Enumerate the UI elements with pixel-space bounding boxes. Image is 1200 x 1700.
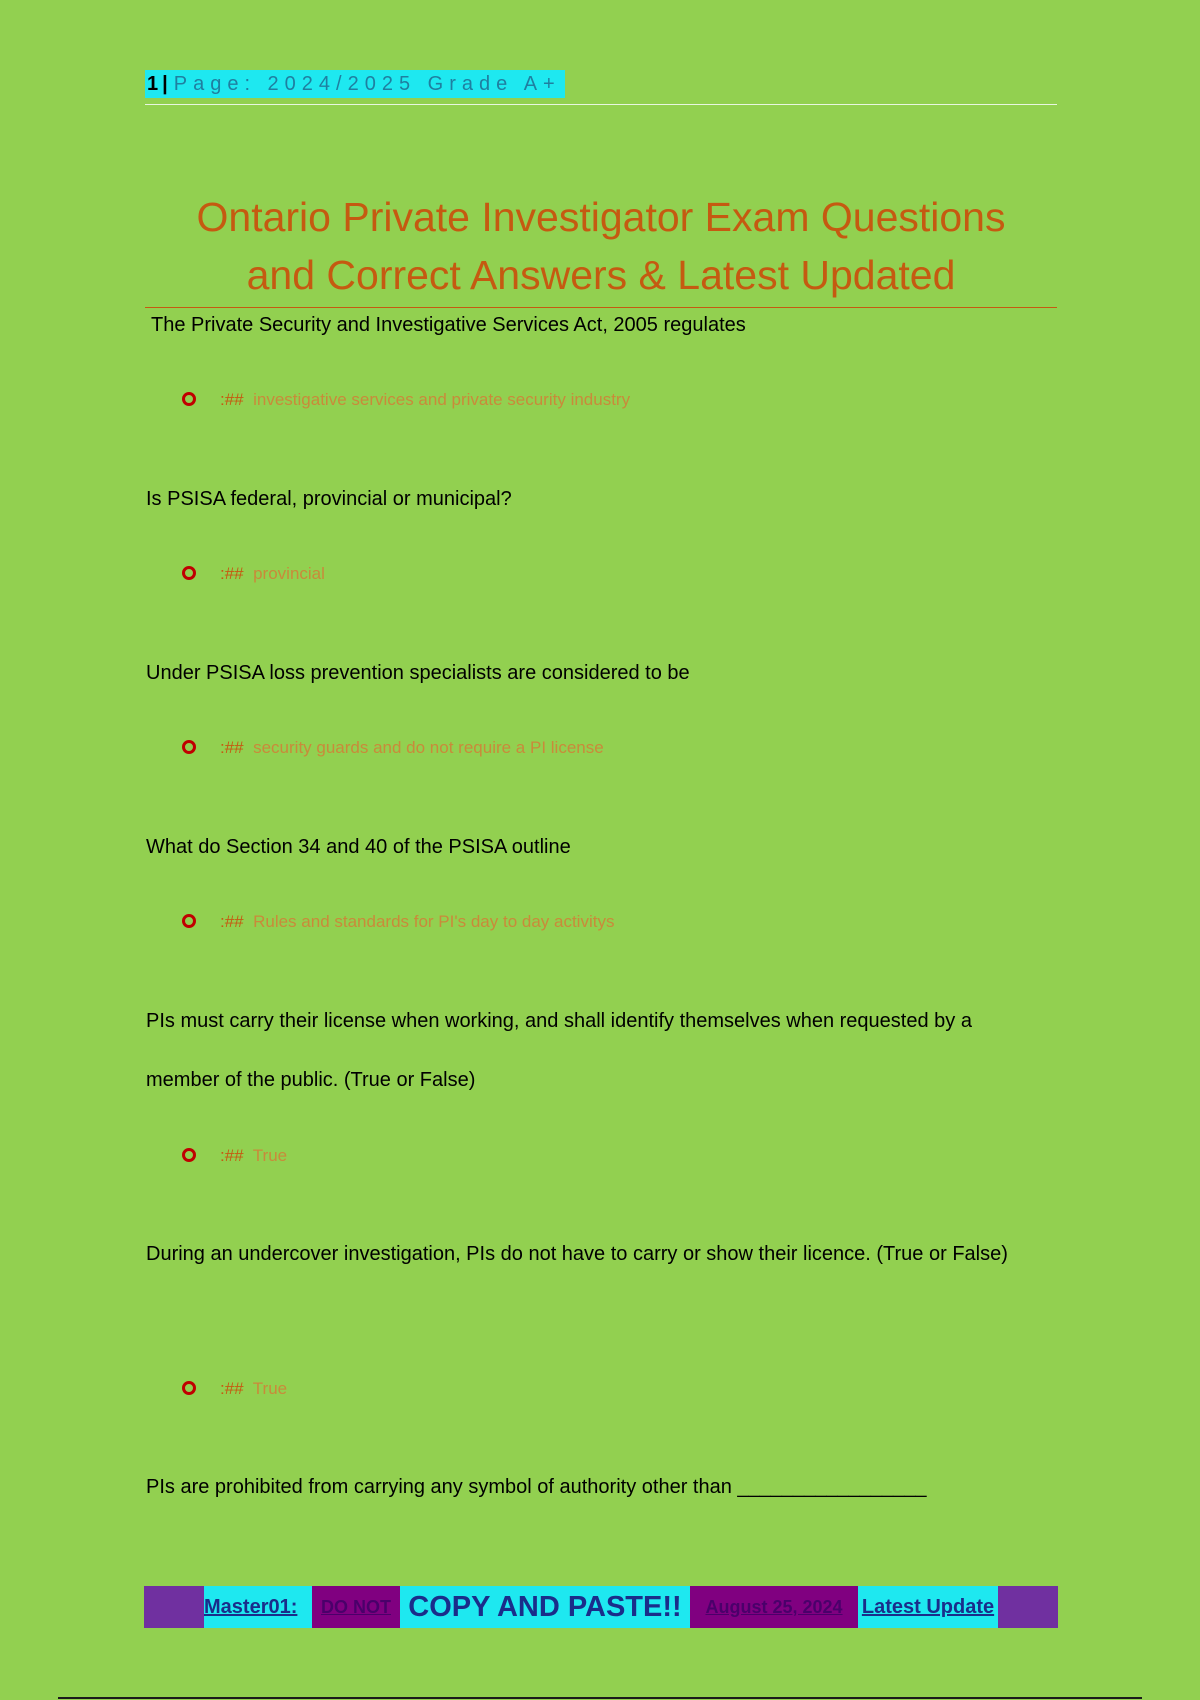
- title-line-1: Ontario Private Investigator Exam Questions: [196, 194, 1006, 240]
- answer-prefix: :##: [220, 564, 244, 583]
- title-line-2: and Correct Answers & Latest Updated: [246, 252, 956, 298]
- footer-banner: [144, 1586, 1058, 1628]
- question-6: During an undercover investigation, PIs do not have to carry or show their licence. (True or False): [146, 1243, 1008, 1265]
- answer-text: security guards and do not require a PI license: [253, 738, 604, 757]
- answer-2: [182, 562, 325, 586]
- bullet-icon: [182, 1381, 196, 1395]
- footer-latest-update: Latest Update: [858, 1586, 998, 1628]
- answer-text: provincial: [253, 564, 325, 583]
- header-text: Page: 2024/2025 Grade A+: [173, 73, 561, 95]
- bullet-icon: [182, 1148, 196, 1162]
- question-4: What do Section 34 and 40 of the PSISA outline: [146, 836, 571, 858]
- answer-1: [182, 388, 630, 412]
- answer-prefix: :##: [220, 390, 244, 409]
- answer-prefix: :##: [220, 738, 244, 757]
- document-title: [145, 188, 1057, 304]
- page-header: [145, 70, 565, 98]
- bullet-icon: [182, 392, 196, 406]
- answer-prefix: :##: [220, 1146, 244, 1165]
- answer-prefix: :##: [220, 1379, 244, 1398]
- answer-text: investigative services and private security industry: [253, 390, 631, 409]
- footer-copy-warning: COPY AND PASTE!!: [400, 1586, 690, 1628]
- answer-3: [182, 736, 604, 760]
- footer-date: August 25, 2024: [690, 1586, 858, 1628]
- answer-prefix: :##: [220, 912, 244, 931]
- footer-do-not: DO NOT: [312, 1586, 400, 1628]
- answer-5: [182, 1144, 287, 1168]
- bullet-icon: [182, 740, 196, 754]
- question-7: PIs are prohibited from carrying any symbol of authority other than _________________: [146, 1476, 927, 1498]
- question-2: Is PSISA federal, provincial or municipal?: [146, 488, 512, 510]
- header-separator: |: [162, 73, 168, 95]
- answer-text: True: [252, 1146, 288, 1165]
- answer-6: [182, 1377, 287, 1401]
- footer-master: Master01:: [204, 1586, 312, 1628]
- question-1: The Private Security and Investigative Services Act, 2005 regulates: [151, 314, 746, 336]
- question-5: PIs must carry their license when working, and shall identify themselves when requested by a member of the public. (True or False): [146, 1010, 972, 1091]
- answer-text: True: [252, 1379, 288, 1398]
- answer-4: [182, 910, 614, 934]
- page-bottom-rule: [58, 1697, 1142, 1699]
- bullet-icon: [182, 914, 196, 928]
- question-3: Under PSISA loss prevention specialists are considered to be: [146, 662, 690, 684]
- bullet-icon: [182, 566, 196, 580]
- page-number: 1: [147, 73, 159, 95]
- header-divider: [145, 104, 1057, 105]
- answer-text: Rules and standards for PI's day to day activitys: [253, 912, 615, 931]
